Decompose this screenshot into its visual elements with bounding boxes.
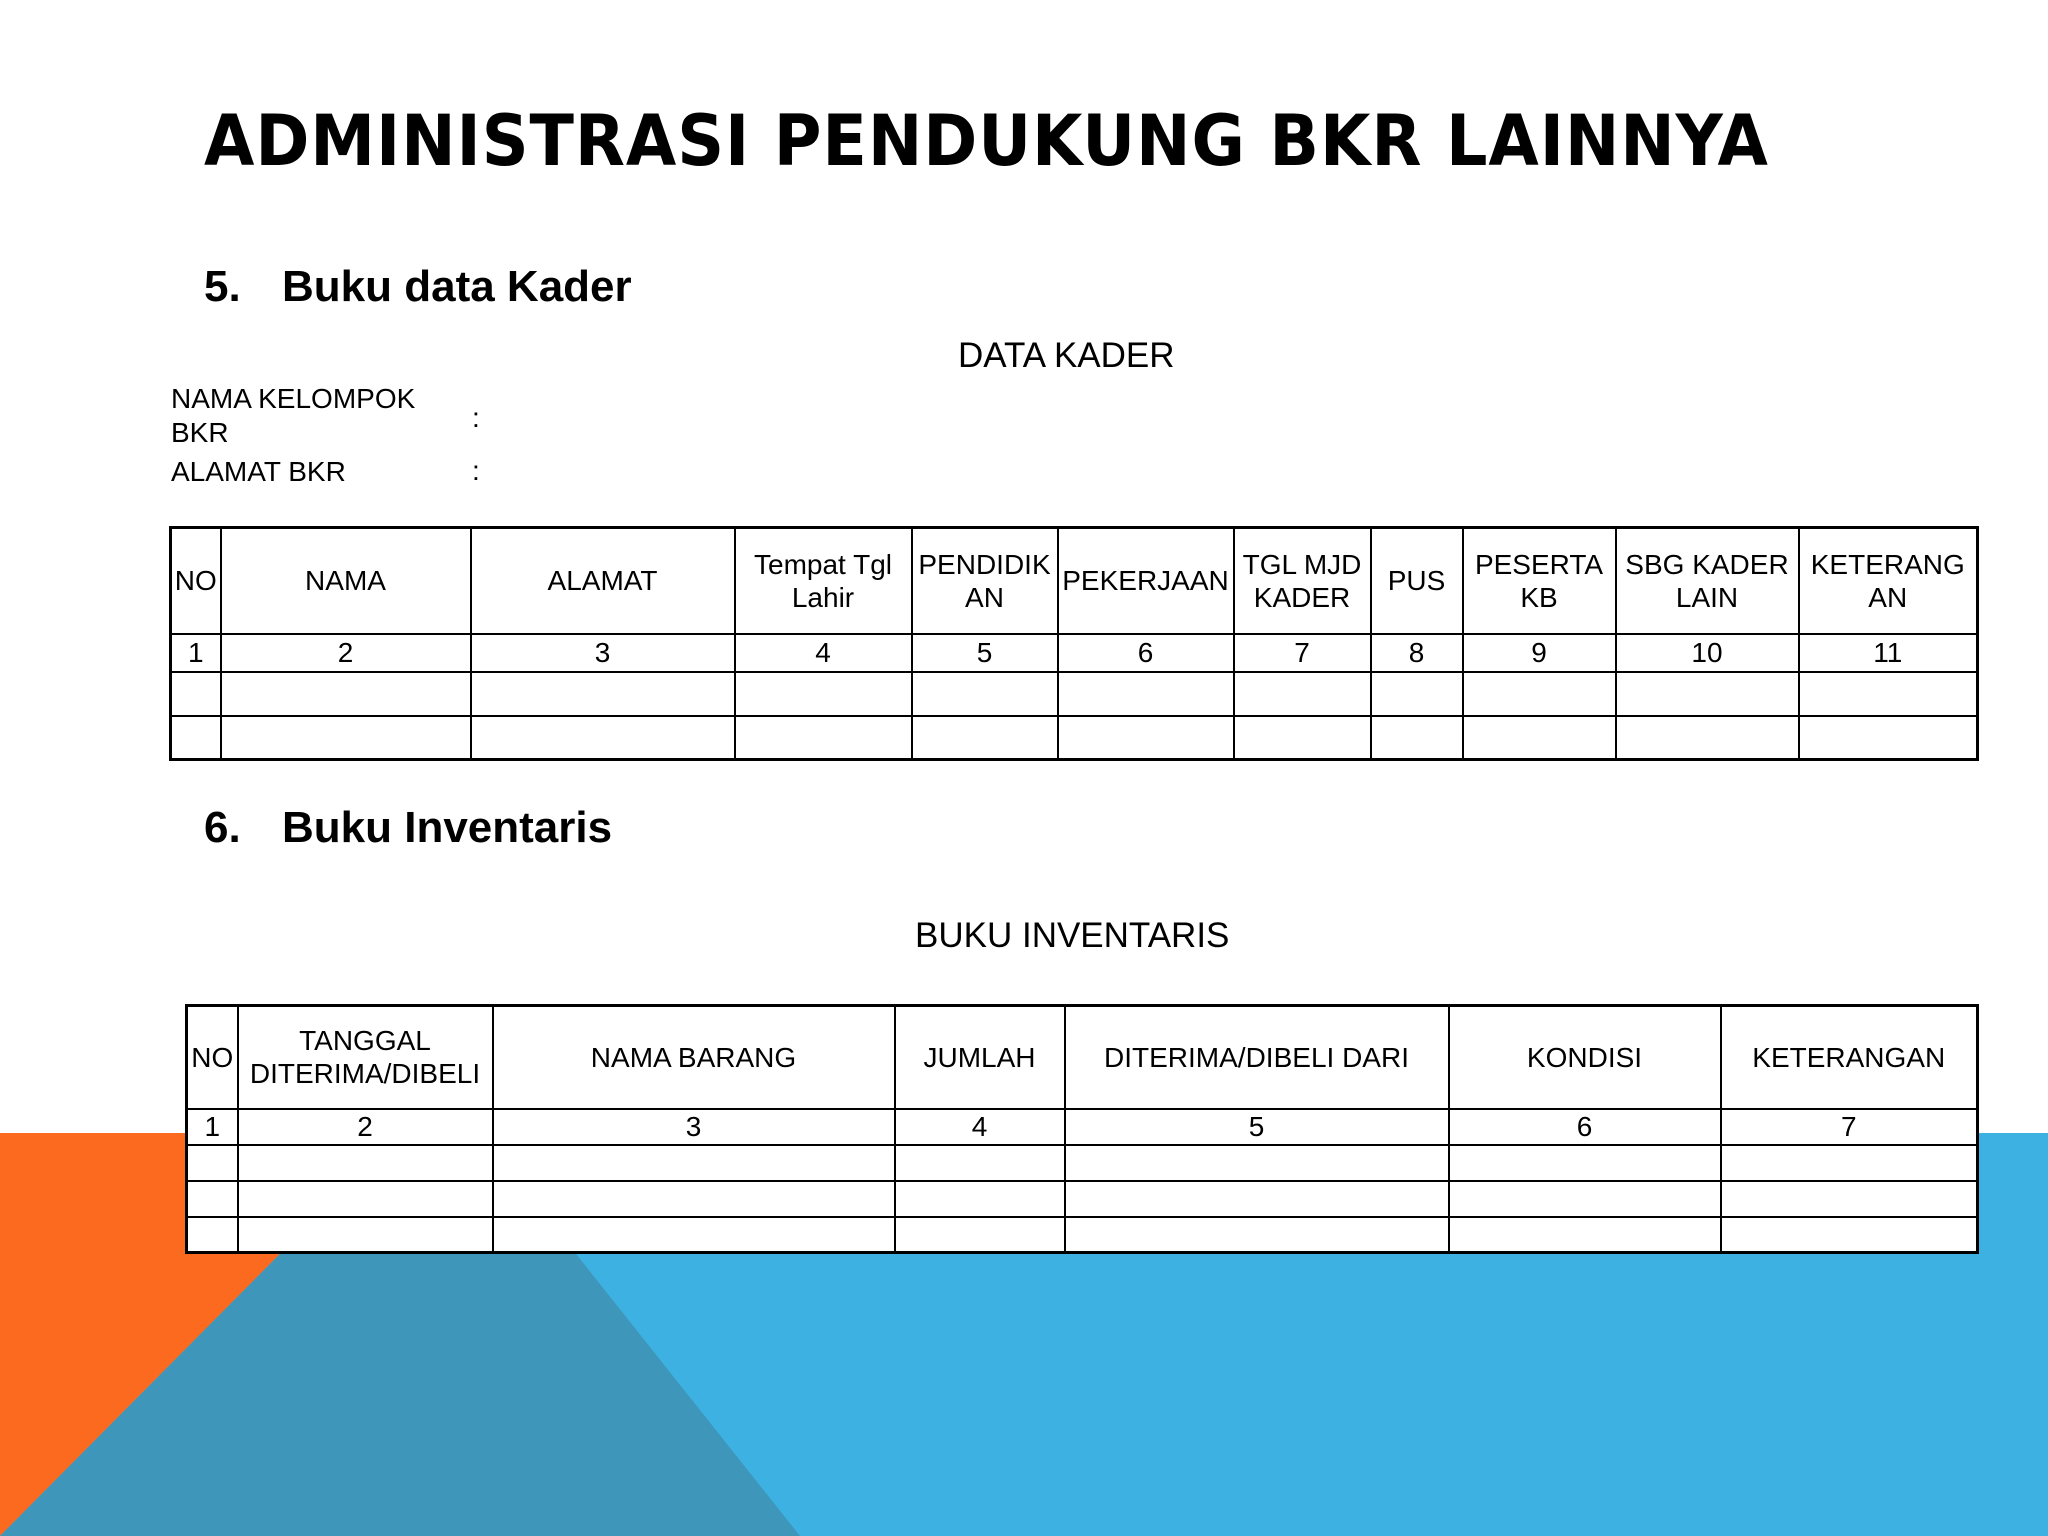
header-cell: NAMA [221,528,471,634]
header-cell: SBG KADER LAIN [1616,528,1799,634]
header-cell: PESERTA KB [1463,528,1616,634]
empty-cell [912,716,1058,760]
empty-cell [471,672,735,716]
section-5-heading [204,262,632,312]
data-kader-empty-row [171,716,1978,760]
number-cell: 5 [912,634,1058,672]
empty-cell [1065,1181,1449,1217]
empty-cell [187,1217,238,1253]
empty-cell [187,1181,238,1217]
empty-cell [1449,1217,1721,1253]
empty-cell [1799,672,1978,716]
empty-cell [895,1145,1065,1181]
buku-inventaris-table [185,1004,1979,1254]
empty-cell [1463,672,1616,716]
empty-cell [1616,672,1799,716]
header-cell: KETERANG AN [1799,528,1978,634]
empty-cell [493,1145,895,1181]
empty-cell [1058,716,1234,760]
inventaris-empty-row [187,1181,1978,1217]
data-kader-number-row [171,634,1978,672]
empty-cell [735,672,912,716]
header-cell: NAMA BARANG [493,1006,895,1109]
header-cell: PEKERJAAN [1058,528,1234,634]
empty-cell [895,1217,1065,1253]
number-cell: 1 [187,1109,238,1145]
empty-cell [221,716,471,760]
slide-title: ADMINISTRASI PENDUKUNG BKR LAINNYA [204,100,1769,182]
empty-cell [1721,1217,1978,1253]
inventaris-number-row [187,1109,1978,1145]
meta-colon-alamat: : [472,455,480,486]
empty-cell [735,716,912,760]
data-kader-header-row [171,528,1978,634]
empty-cell [1449,1145,1721,1181]
section-6-title: Buku Inventaris [282,803,613,852]
number-cell: 1 [171,634,221,672]
empty-cell [238,1217,493,1253]
empty-cell [493,1181,895,1217]
header-cell: ALAMAT [471,528,735,634]
number-cell: 7 [1721,1109,1978,1145]
number-cell: 8 [1371,634,1463,672]
inventaris-header-row [187,1006,1978,1109]
empty-cell [471,716,735,760]
number-cell: 10 [1616,634,1799,672]
number-cell: 2 [221,634,471,672]
data-kader-caption: DATA KADER [958,336,1175,375]
section-6-heading [204,803,612,853]
empty-cell [187,1145,238,1181]
header-cell: PENDIDIK AN [912,528,1058,634]
header-cell: NO [171,528,221,634]
empty-cell [1449,1181,1721,1217]
meta-label-nama-kelompok: NAMA KELOMPOK BKR [171,383,416,448]
number-cell: 6 [1449,1109,1721,1145]
header-cell: KONDISI [1449,1006,1721,1109]
inventaris-empty-row [187,1217,1978,1253]
meta-label-alamat: ALAMAT BKR [171,456,346,487]
meta-colon-nama-kelompok: : [472,402,480,433]
number-cell: 4 [735,634,912,672]
empty-cell [1234,716,1371,760]
empty-cell [238,1145,493,1181]
empty-cell [1721,1145,1978,1181]
empty-cell [221,672,471,716]
empty-cell [1371,672,1463,716]
empty-cell [1616,716,1799,760]
empty-cell [238,1181,493,1217]
empty-cell [912,672,1058,716]
header-cell: JUMLAH [895,1006,1065,1109]
number-cell: 3 [471,634,735,672]
empty-cell [1065,1217,1449,1253]
data-kader-table [169,526,1979,761]
empty-cell [1721,1181,1978,1217]
header-cell: NO [187,1006,238,1109]
empty-cell [1371,716,1463,760]
number-cell: 6 [1058,634,1234,672]
empty-cell [1799,716,1978,760]
section-5-title: Buku data Kader [282,262,632,311]
empty-cell [493,1217,895,1253]
header-cell: PUS [1371,528,1463,634]
empty-cell [1234,672,1371,716]
number-cell: 2 [238,1109,493,1145]
number-cell: 11 [1799,634,1978,672]
header-cell: TGL MJD KADER [1234,528,1371,634]
empty-cell [171,672,221,716]
number-cell: 5 [1065,1109,1449,1145]
section-6-number: 6. [204,803,241,852]
number-cell: 7 [1234,634,1371,672]
inventaris-empty-row [187,1145,1978,1181]
header-cell: TANGGAL DITERIMA/DIBELI [238,1006,493,1109]
header-cell: KETERANGAN [1721,1006,1978,1109]
header-cell: Tempat Tgl Lahir [735,528,912,634]
number-cell: 9 [1463,634,1616,672]
section-5-number: 5. [204,262,241,311]
data-kader-empty-row [171,672,1978,716]
empty-cell [171,716,221,760]
header-cell: DITERIMA/DIBELI DARI [1065,1006,1449,1109]
empty-cell [895,1181,1065,1217]
number-cell: 4 [895,1109,1065,1145]
empty-cell [1065,1145,1449,1181]
empty-cell [1463,716,1616,760]
buku-inventaris-caption: BUKU INVENTARIS [915,916,1230,955]
number-cell: 3 [493,1109,895,1145]
empty-cell [1058,672,1234,716]
